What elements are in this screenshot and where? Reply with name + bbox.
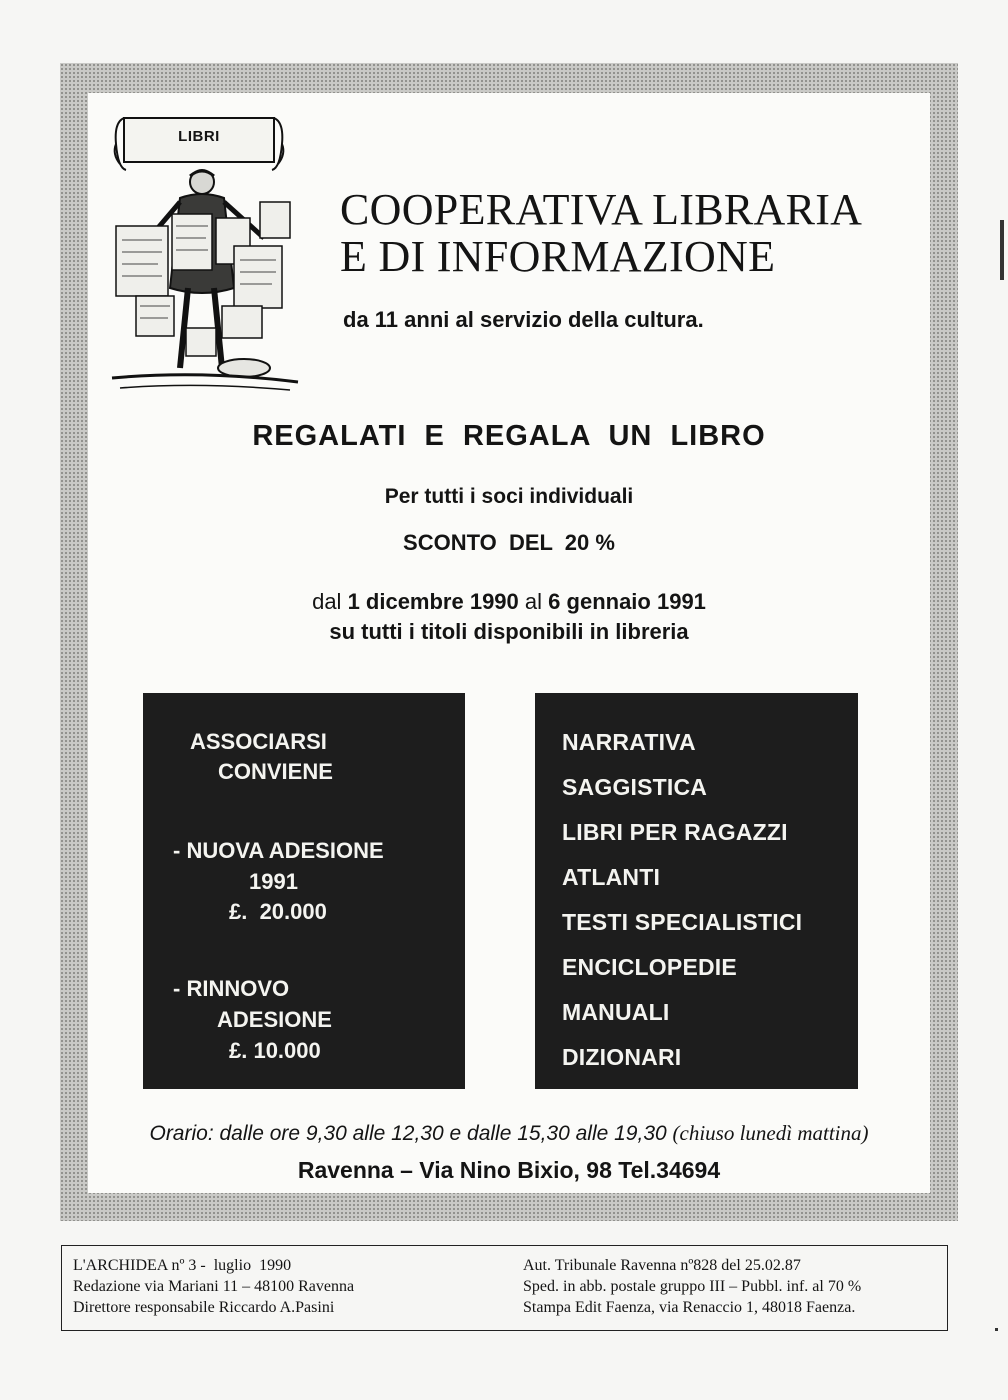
category-item: ATLANTI xyxy=(562,864,661,890)
scroll-label: LIBRI xyxy=(178,128,220,145)
category-item: MANUALI xyxy=(562,999,670,1025)
promo-audience: Per tutti i soci individuali xyxy=(384,485,634,508)
category-item: ENCICLOPEDIE xyxy=(562,954,737,980)
renewal-label: ADESIONE xyxy=(217,1007,332,1032)
membership-box xyxy=(143,693,465,1089)
membership-heading: CONVIENE xyxy=(218,759,333,784)
colophon-box xyxy=(61,1245,948,1331)
colophon-line: Stampa Edit Faenza, via Renaccio 1, 48018 Faenza. xyxy=(523,1299,856,1316)
opening-hours xyxy=(0,1121,1008,1146)
membership-heading: ASSOCIARSI xyxy=(190,729,327,754)
category-item: DIZIONARI xyxy=(562,1044,682,1070)
promo-scope: su tutti i titoli disponibili in libreria xyxy=(329,619,689,644)
categories-box xyxy=(535,693,858,1089)
cooperative-title xyxy=(340,186,930,280)
colophon-line: Direttore responsabile Riccardo A.Pasini xyxy=(73,1299,335,1316)
category-item: NARRATIVA xyxy=(562,729,696,755)
promo-discount: SCONTO DEL 20 % xyxy=(403,530,615,555)
colophon-left xyxy=(73,1255,354,1318)
renewal-price: £. 10.000 xyxy=(229,1038,321,1063)
colophon-line: Redazione via Mariani 11 – 48100 Ravenna xyxy=(73,1278,355,1295)
dates-middle: al xyxy=(524,589,543,614)
title-line: COOPERATIVA LIBRARIA xyxy=(340,185,863,234)
new-membership-price: £. 20.000 xyxy=(229,899,327,924)
scan-mark xyxy=(1000,220,1004,280)
promo-dates xyxy=(0,589,1008,615)
colophon-line: L'ARCHIDEA nº 3 - luglio 1990 xyxy=(73,1257,292,1274)
dates-prefix: dal xyxy=(312,589,342,614)
category-item: SAGGISTICA xyxy=(562,774,708,800)
book-peddler-illustration xyxy=(110,106,300,398)
store-address: Ravenna – Via Nino Bixio, 98 Tel.34694 xyxy=(297,1157,721,1183)
new-membership-year: 1991 xyxy=(249,869,298,894)
hours-text: Orario: dalle ore 9,30 alle 12,30 e dalle 15,30 alle 19,30 xyxy=(149,1122,667,1145)
subtitle: da 11 anni al servizio della cultura. xyxy=(343,307,704,332)
renewal-label: - RINNOVO xyxy=(173,976,290,1001)
category-item: TESTI SPECIALISTICI xyxy=(562,909,803,935)
date-start: 1 dicembre 1990 xyxy=(347,589,519,614)
date-end: 6 gennaio 1991 xyxy=(548,589,706,614)
promo-headline: REGALATI E REGALA UN LIBRO xyxy=(252,420,766,452)
colophon-line: Sped. in abb. postale gruppo III – Pubbl. inf. al 70 % xyxy=(523,1278,862,1295)
category-item: LIBRI PER RAGAZZI xyxy=(562,819,788,845)
hours-note: (chiuso lunedì mattina) xyxy=(672,1121,869,1145)
new-membership-label: - NUOVA ADESIONE xyxy=(173,838,384,863)
colophon-right xyxy=(523,1255,861,1318)
scan-mark xyxy=(995,1328,998,1331)
title-line: E DI INFORMAZIONE xyxy=(340,232,776,281)
colophon-line: Aut. Tribunale Ravenna nº828 del 25.02.87 xyxy=(523,1257,801,1274)
